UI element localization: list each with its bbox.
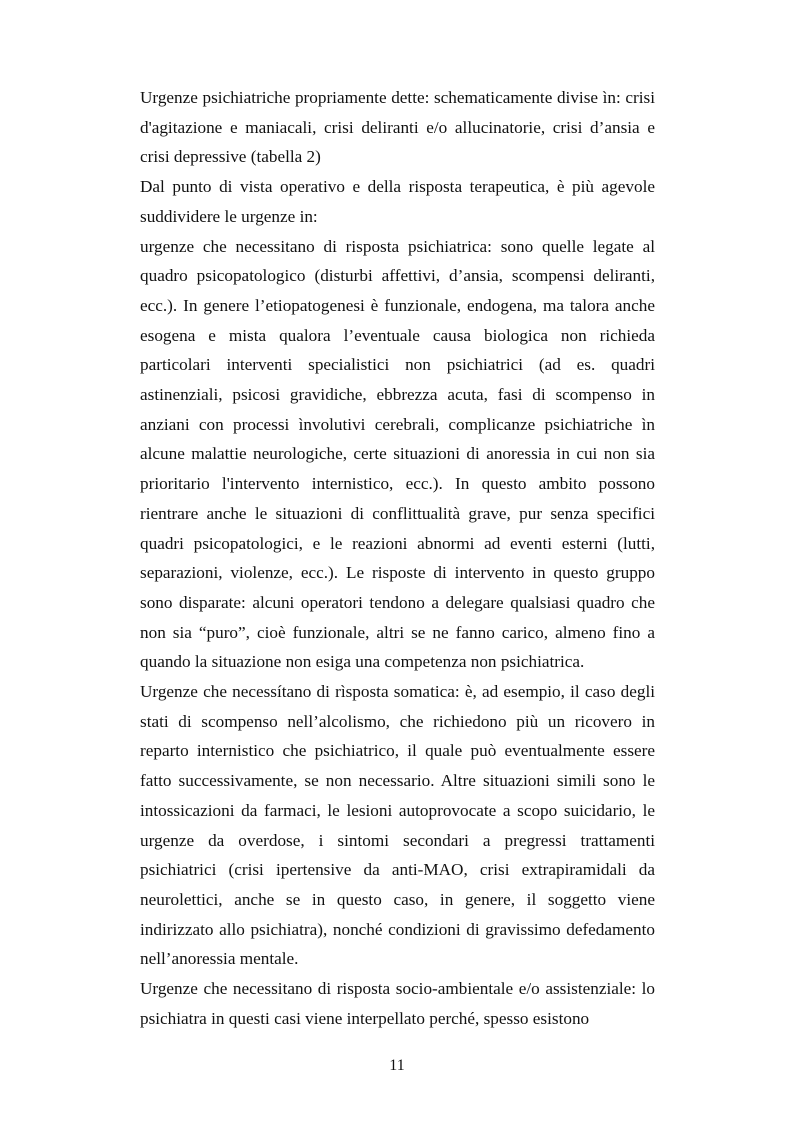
paragraph-urgenze-psichiatriche: Urgenze psichiatriche propriamente dette: schematicamente divise ìn: crisi d'agitazione e maniacali, crisi deliranti e/o allucinatorie, crisi d’ansia e crisi depressive (tabella 2): [140, 88, 655, 167]
body-text: [140, 83, 655, 1034]
paragraph-risposta-psichiatrica: urgenze che necessitano di risposta psichiatrica: sono quelle legate al quadro psicopatologico (disturbi affettivi, d’ansia, scompensi deliranti, ecc.). In genere l’etiopatogenesi è funzionale, endogena, ma talora anche esogena e mista qualora l’eventuale causa biologica non richieda particolari interventi specialistici non psichiatrici (ad es. quadri astinenziali, psicosi gravidiche, ebbrezza acuta, fasi di scompenso in anziani con processi ìnvolutivi cerebrali, complicanze psichiatriche ìn alcune malattie neurologiche, certe situazioni di anoressia in cui non sia prioritario l'intervento internistico, ecc.). In questo ambito possono rientrare anche le situazioni di conflittualità grave, pur senza specifici quadri psicopatologici, e le reazioni abnormi ad eventi esterni (lutti, separazioni, violenze, ecc.). Le risposte di intervento in questo gruppo sono disparate: alcuni operatori tendono a delegare qualsiasi quadro che non sia “puro”, cioè funzionale, altri se ne fanno carico, almeno fino a quando la situazione non esiga una competenza non psichiatrica.: [140, 236, 655, 672]
paragraph-punto-di-vista-operativo: Dal punto di vista operativo e della risposta terapeutica, è più agevole suddividere le urgenze in:: [140, 177, 655, 226]
page-number: 11: [389, 1057, 405, 1074]
paragraph-risposta-somatica: Urgenze che necessítano di rìsposta somatica: è, ad esempio, il caso degli stati di scompenso nell’alcolismo, che richiedono più un ricovero in reparto internistico che psichiatrico, il quale può eventualmente essere fatto successivamente, se non necessario. Altre situazioni simili sono le intossicazioni da farmaci, le lesioni autoprovocate a scopo suicidario, le urgenze da overdose, i sintomi secondari a pregressi trattamenti psichiatrici (crisi ipertensive da anti-MAO, crisi extrapiramidali da neurolettici, anche se in questo caso, in genere, il soggetto viene indirizzato allo psichiatra), nonché condizioni di gravissimo defedamento nell’anoressia mentale.: [140, 682, 655, 969]
paragraph-risposta-socio-ambientale: Urgenze che necessitano di risposta socio-ambientale e/o assistenziale: lo psichiatra in questi casi viene interpellato perché, spesso esistono: [140, 979, 655, 1028]
